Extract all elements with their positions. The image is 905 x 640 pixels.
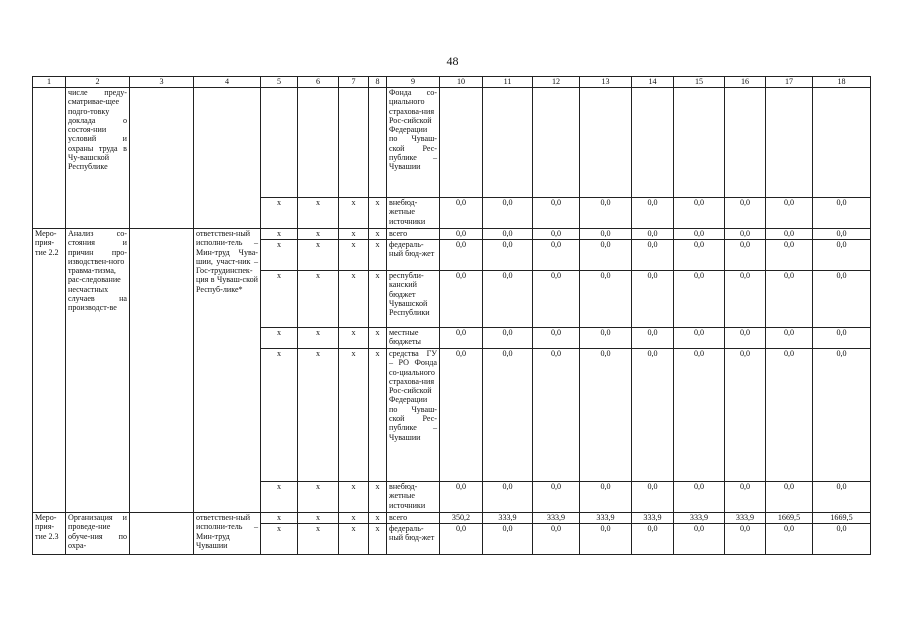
mark-cell: х — [339, 240, 369, 271]
value-cell: 0,0 — [674, 229, 725, 240]
value-cell: 333,9 — [533, 513, 580, 524]
value-cell: 0,0 — [440, 524, 483, 555]
funding-source-cell: внебюд-жетные источники — [387, 198, 440, 229]
column-header: 5 — [261, 77, 298, 88]
funding-source-cell: Фонда со-циального страхова-ния Рос-сийской Федерации по Чуваш-ской Рес-публике – Чувашии — [387, 88, 440, 198]
value-cell: 0,0 — [580, 271, 632, 328]
mark-cell: х — [298, 229, 339, 240]
value-cell: 0,0 — [632, 328, 674, 349]
value-cell — [725, 88, 766, 198]
column-header: 8 — [369, 77, 387, 88]
column-header: 11 — [483, 77, 533, 88]
value-cell — [674, 88, 725, 198]
value-cell: 350,2 — [440, 513, 483, 524]
value-cell: 0,0 — [674, 524, 725, 555]
mark-cell: х — [339, 482, 369, 513]
value-cell: 0,0 — [580, 524, 632, 555]
value-cell: 0,0 — [483, 229, 533, 240]
value-cell: 0,0 — [632, 271, 674, 328]
mark-cell: х — [298, 482, 339, 513]
mark-cell — [298, 88, 339, 198]
blank-cell — [130, 88, 194, 229]
value-cell: 0,0 — [440, 349, 483, 482]
mark-cell: х — [298, 328, 339, 349]
value-cell: 0,0 — [766, 349, 813, 482]
table-row — [33, 229, 871, 240]
value-cell: 0,0 — [674, 240, 725, 271]
mark-cell: х — [369, 271, 387, 328]
column-header: 1 — [33, 77, 66, 88]
funding-source-cell: местные бюджеты — [387, 328, 440, 349]
value-cell: 0,0 — [725, 349, 766, 482]
value-cell — [580, 88, 632, 198]
mark-cell: х — [339, 524, 369, 555]
value-cell — [813, 88, 871, 198]
mark-cell: х — [339, 271, 369, 328]
value-cell: 0,0 — [483, 524, 533, 555]
mark-cell: х — [369, 198, 387, 229]
mark-cell: х — [261, 328, 298, 349]
value-cell: 333,9 — [483, 513, 533, 524]
mark-cell: х — [339, 349, 369, 482]
mark-cell: х — [261, 240, 298, 271]
mark-cell: х — [369, 524, 387, 555]
mark-cell: х — [298, 240, 339, 271]
value-cell: 0,0 — [533, 328, 580, 349]
mark-cell: х — [261, 271, 298, 328]
mark-cell: х — [369, 328, 387, 349]
column-header: 17 — [766, 77, 813, 88]
value-cell: 0,0 — [632, 524, 674, 555]
value-cell: 0,0 — [766, 328, 813, 349]
value-cell: 0,0 — [580, 198, 632, 229]
value-cell: 0,0 — [725, 482, 766, 513]
mark-cell: х — [369, 240, 387, 271]
funding-source-cell: федераль-ный бюд-жет — [387, 524, 440, 555]
value-cell: 0,0 — [483, 271, 533, 328]
event-code-cell — [33, 88, 66, 229]
value-cell: 0,0 — [483, 349, 533, 482]
value-cell: 0,0 — [674, 328, 725, 349]
value-cell: 0,0 — [674, 349, 725, 482]
column-header: 13 — [580, 77, 632, 88]
event-name-cell: Анализ со-стояния и причин про-изводствен-ного травма-тизма, рас-следование несчастных случаев на производст-ве — [66, 229, 130, 513]
executor-cell — [194, 88, 261, 229]
value-cell: 0,0 — [440, 482, 483, 513]
value-cell: 0,0 — [766, 482, 813, 513]
value-cell: 0,0 — [483, 240, 533, 271]
funding-source-cell: всего — [387, 229, 440, 240]
value-cell: 0,0 — [632, 229, 674, 240]
funding-source-cell: республи-канский бюджет Чувашской Республики — [387, 271, 440, 328]
value-cell: 0,0 — [813, 328, 871, 349]
value-cell — [483, 88, 533, 198]
value-cell: 0,0 — [632, 198, 674, 229]
value-cell: 0,0 — [533, 198, 580, 229]
value-cell: 0,0 — [440, 271, 483, 328]
value-cell: 0,0 — [813, 240, 871, 271]
value-cell: 0,0 — [813, 349, 871, 482]
mark-cell: х — [261, 513, 298, 524]
value-cell: 0,0 — [766, 271, 813, 328]
column-header: 3 — [130, 77, 194, 88]
funding-source-cell: внебюд-жетные источники — [387, 482, 440, 513]
value-cell: 0,0 — [725, 240, 766, 271]
column-header-row — [33, 77, 871, 88]
value-cell: 0,0 — [440, 328, 483, 349]
column-header: 14 — [632, 77, 674, 88]
value-cell — [766, 88, 813, 198]
value-cell: 0,0 — [766, 229, 813, 240]
mark-cell: х — [339, 513, 369, 524]
mark-cell: х — [339, 328, 369, 349]
event-name-cell: числе преду-сматривае-щее подго-товку доклада о состоя-нии условий и охраны труда в Чу-вашской Республике — [66, 88, 130, 229]
value-cell: 0,0 — [483, 328, 533, 349]
value-cell: 333,9 — [632, 513, 674, 524]
column-header: 18 — [813, 77, 871, 88]
executor-cell: ответствен-ный исполни-тель – Мин-труд Чувашии — [194, 513, 261, 555]
column-header: 9 — [387, 77, 440, 88]
value-cell — [533, 88, 580, 198]
value-cell: 0,0 — [725, 229, 766, 240]
mark-cell: х — [261, 198, 298, 229]
mark-cell: х — [339, 229, 369, 240]
value-cell: 333,9 — [725, 513, 766, 524]
value-cell: 0,0 — [483, 482, 533, 513]
blank-cell — [130, 513, 194, 555]
value-cell: 0,0 — [580, 349, 632, 482]
value-cell: 0,0 — [533, 229, 580, 240]
mark-cell: х — [261, 349, 298, 482]
event-code-cell: Меро-прия-тие 2.3 — [33, 513, 66, 555]
mark-cell — [261, 88, 298, 198]
mark-cell: х — [369, 229, 387, 240]
value-cell: 0,0 — [813, 524, 871, 555]
value-cell: 0,0 — [632, 482, 674, 513]
mark-cell: х — [339, 198, 369, 229]
event-code-cell: Меро-прия-тие 2.2 — [33, 229, 66, 513]
mark-cell: х — [298, 349, 339, 482]
funding-source-cell: федераль-ный бюд-жет — [387, 240, 440, 271]
table-row — [33, 88, 871, 198]
value-cell: 0,0 — [580, 229, 632, 240]
column-header: 2 — [66, 77, 130, 88]
column-header: 15 — [674, 77, 725, 88]
value-cell: 0,0 — [533, 524, 580, 555]
value-cell: 0,0 — [440, 229, 483, 240]
table-row — [33, 513, 871, 524]
value-cell: 0,0 — [813, 482, 871, 513]
mark-cell: х — [298, 524, 339, 555]
mark-cell: х — [298, 198, 339, 229]
value-cell: 0,0 — [580, 482, 632, 513]
event-name-cell: Организация и проведе-ние обуче-ния по охра- — [66, 513, 130, 555]
mark-cell: х — [298, 513, 339, 524]
mark-cell: х — [298, 271, 339, 328]
value-cell: 0,0 — [766, 198, 813, 229]
mark-cell: х — [261, 229, 298, 240]
value-cell: 0,0 — [674, 198, 725, 229]
value-cell: 0,0 — [440, 198, 483, 229]
value-cell: 0,0 — [533, 482, 580, 513]
value-cell: 0,0 — [533, 349, 580, 482]
value-cell: 0,0 — [725, 198, 766, 229]
value-cell: 0,0 — [813, 198, 871, 229]
value-cell: 0,0 — [483, 198, 533, 229]
mark-cell: х — [369, 482, 387, 513]
value-cell: 333,9 — [580, 513, 632, 524]
value-cell: 0,0 — [674, 271, 725, 328]
mark-cell: х — [369, 349, 387, 482]
value-cell: 0,0 — [813, 271, 871, 328]
column-header: 10 — [440, 77, 483, 88]
value-cell: 0,0 — [766, 240, 813, 271]
mark-cell: х — [369, 513, 387, 524]
column-header: 16 — [725, 77, 766, 88]
value-cell: 1669,5 — [813, 513, 871, 524]
value-cell — [632, 88, 674, 198]
value-cell: 1669,5 — [766, 513, 813, 524]
value-cell: 0,0 — [813, 229, 871, 240]
column-header: 7 — [339, 77, 369, 88]
value-cell: 0,0 — [533, 240, 580, 271]
value-cell: 0,0 — [766, 524, 813, 555]
page-number: 48 — [446, 54, 459, 68]
value-cell: 0,0 — [674, 482, 725, 513]
budget-table — [32, 76, 871, 555]
value-cell: 0,0 — [632, 240, 674, 271]
value-cell: 0,0 — [440, 240, 483, 271]
value-cell: 0,0 — [725, 524, 766, 555]
mark-cell: х — [261, 524, 298, 555]
value-cell: 0,0 — [580, 240, 632, 271]
mark-cell: х — [261, 482, 298, 513]
value-cell: 0,0 — [580, 328, 632, 349]
value-cell: 333,9 — [674, 513, 725, 524]
value-cell: 0,0 — [725, 271, 766, 328]
column-header: 6 — [298, 77, 339, 88]
executor-cell: ответствен-ный исполни-тель – Мин-труд Чува-шии, участ-ник – Гос-трудинспек-ция в Чуваш-ской Респуб-лике* — [194, 229, 261, 513]
blank-cell — [130, 229, 194, 513]
value-cell: 0,0 — [725, 328, 766, 349]
mark-cell — [369, 88, 387, 198]
value-cell — [440, 88, 483, 198]
column-header: 4 — [194, 77, 261, 88]
funding-source-cell: всего — [387, 513, 440, 524]
mark-cell — [339, 88, 369, 198]
column-header: 12 — [533, 77, 580, 88]
value-cell: 0,0 — [632, 349, 674, 482]
funding-source-cell: средства ГУ – РО Фонда со-циального страхова-ния Рос-сийской Федерации по Чуваш-ской Рес-публике – Чувашии — [387, 349, 440, 482]
value-cell: 0,0 — [533, 271, 580, 328]
